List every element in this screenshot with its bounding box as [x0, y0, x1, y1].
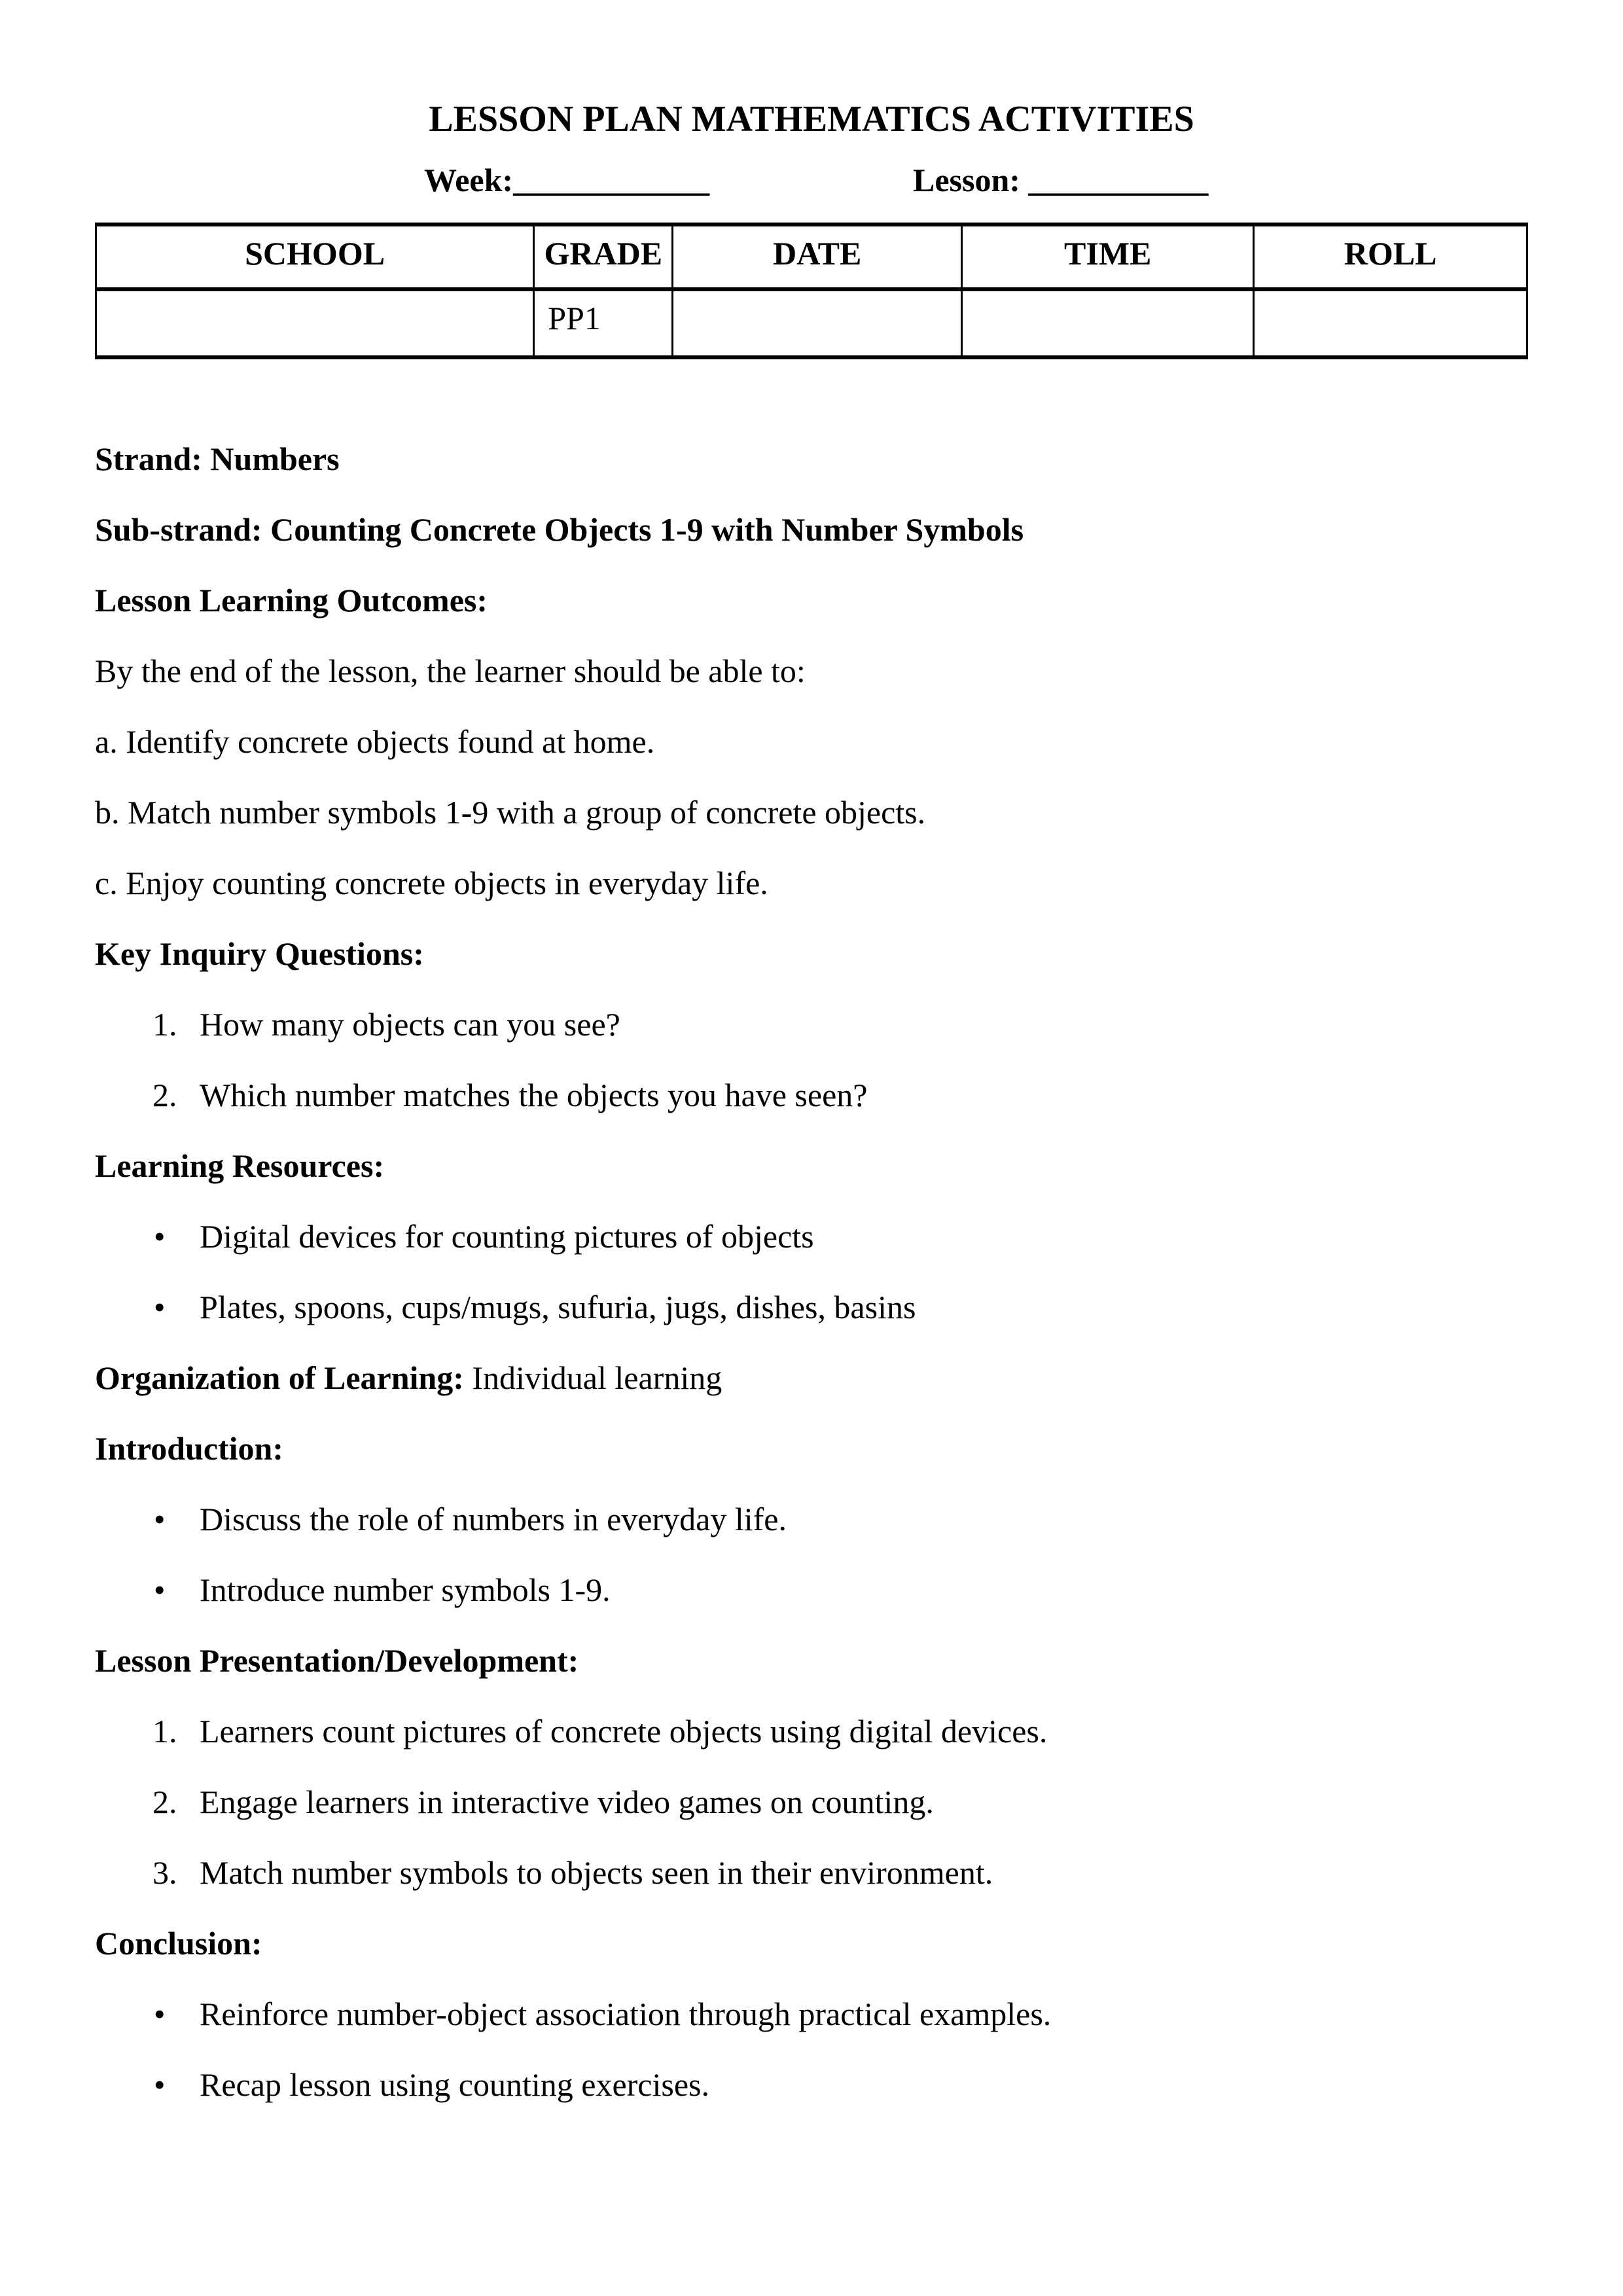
page-title: LESSON PLAN MATHEMATICS ACTIVITIES: [429, 99, 1194, 139]
outcome-item-b: b. Match number symbols 1-9 with a group of concrete objects.: [95, 794, 926, 831]
organization-label: Organization of Learning:: [95, 1359, 464, 1396]
inquiry-heading: Key Inquiry Questions:: [95, 935, 424, 972]
list-item: [95, 1287, 1528, 1327]
cell-grade: PP1: [534, 289, 673, 357]
organization-line: [95, 1358, 1528, 1397]
conclusion-heading: Conclusion:: [95, 1925, 262, 1962]
resources-heading: Learning Resources:: [95, 1147, 385, 1184]
list-item-text: How many objects can you see?: [200, 1006, 620, 1043]
list-item-text: Recap lesson using counting exercises.: [200, 2066, 709, 2103]
list-number: 2.: [152, 1784, 177, 1820]
list-item: [95, 1075, 1528, 1115]
cell-time: [962, 289, 1254, 357]
strand-line: Strand: Numbers: [95, 440, 340, 477]
list-item-text: Introduce number symbols 1-9.: [200, 1571, 611, 1608]
header-roll: ROLL: [1254, 224, 1527, 289]
outcomes-heading: Lesson Learning Outcomes:: [95, 582, 488, 619]
outcome-item-a: a. Identify concrete objects found at home.: [95, 723, 655, 760]
list-item: [95, 1217, 1528, 1256]
introduction-heading: Introduction:: [95, 1430, 284, 1467]
header-school: SCHOOL: [96, 224, 534, 289]
cell-date: [673, 289, 962, 357]
organization-value: Individual learning: [463, 1359, 722, 1396]
outcome-item-c: c. Enjoy counting concrete objects in everyday life.: [95, 865, 768, 901]
list-item: [95, 1712, 1528, 1751]
list-number: 1.: [152, 1006, 177, 1043]
list-item-text: Reinforce number-object association through practical examples.: [200, 1996, 1052, 2032]
bullet-icon: •: [154, 1996, 166, 2032]
bullet-icon: •: [154, 1289, 166, 1325]
lesson-field: Lesson: ___________: [913, 162, 1209, 198]
bullet-icon: •: [154, 1571, 166, 1608]
week-lesson-row: [95, 160, 1528, 203]
table-data-row: [96, 289, 1527, 357]
outcomes-intro: By the end of the lesson, the learner should be able to:: [95, 653, 806, 689]
header-grade: GRADE: [534, 224, 673, 289]
list-item-text: Which number matches the objects you have seen?: [200, 1077, 868, 1113]
list-item: [95, 1994, 1528, 2034]
table-header-row: [96, 224, 1527, 289]
presentation-heading: Lesson Presentation/Development:: [95, 1642, 579, 1679]
cell-roll: [1254, 289, 1527, 357]
list-item: [95, 1782, 1528, 1821]
header-date: DATE: [673, 224, 962, 289]
list-item-text: Digital devices for counting pictures of objects: [200, 1218, 814, 1255]
list-item: [95, 1853, 1528, 1892]
list-item-text: Learners count pictures of concrete objects using digital devices.: [200, 1713, 1048, 1749]
list-item-text: Discuss the role of numbers in everyday life.: [200, 1501, 787, 1537]
bullet-icon: •: [154, 1501, 166, 1537]
list-item-text: Match number symbols to objects seen in their environment.: [200, 1854, 993, 1891]
header-time: TIME: [962, 224, 1254, 289]
list-number: 1.: [152, 1713, 177, 1749]
bullet-icon: •: [154, 2066, 166, 2103]
document-body: [95, 439, 1528, 2104]
cell-school: [96, 289, 534, 357]
substrand-line: Sub-strand: Counting Concrete Objects 1-9 with Number Symbols: [95, 511, 1024, 548]
list-item: [95, 1499, 1528, 1539]
lesson-info-table: [95, 223, 1528, 359]
list-item-text: Engage learners in interactive video games on counting.: [200, 1784, 934, 1820]
list-number: 2.: [152, 1077, 177, 1113]
list-item: [95, 2065, 1528, 2104]
week-field: Week:____________: [424, 162, 710, 198]
list-number: 3.: [152, 1854, 177, 1891]
bullet-icon: •: [154, 1218, 166, 1255]
list-item: [95, 1005, 1528, 1044]
list-item: [95, 1570, 1528, 1609]
list-item-text: Plates, spoons, cups/mugs, sufuria, jugs, dishes, basins: [200, 1289, 916, 1325]
